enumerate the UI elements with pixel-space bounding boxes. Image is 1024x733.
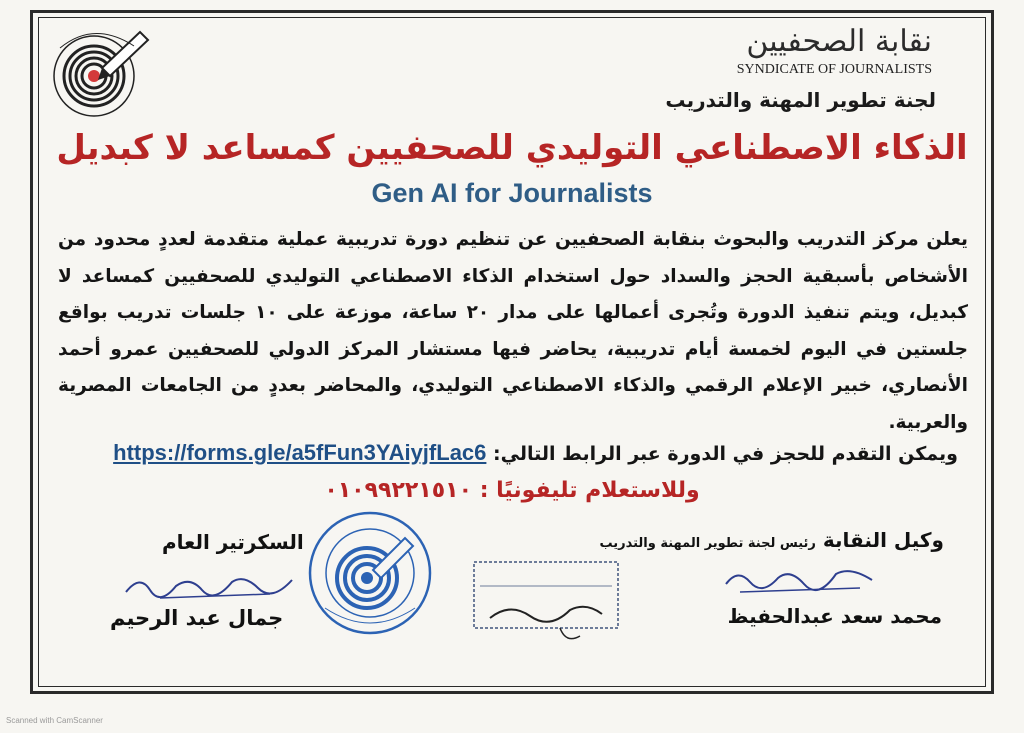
registration-text: ويمكن التقدم للحجز في الدورة عبر الرابط التالي: [493, 443, 958, 465]
left-signature [120, 568, 300, 604]
left-signatory-title: السكرتير العام [162, 530, 304, 554]
right-signatory-name: محمد سعد عبدالحفيظ [727, 604, 942, 628]
left-signatory-name: جمال عبد الرحيم [110, 606, 284, 630]
inquiry-phone: وللاستعلام تليفونيًا : ٠١٠٩٩٢٢١٥١٠ [324, 478, 700, 503]
announcement-paragraph: يعلن مركز التدريب والبحوث بنقابة الصحفيين عن تنظيم دورة تدريبية عملية متقدمة لعددٍ محدود من الأشخاص بأسبقية الحجز والسداد حول استخدام الذكاء الاصطناعي التوليدي للصحفيين كمساعد لا كبديل، ويتم تنفيذ الدورة وتُجرى أعمالها على مدار ٢٠ ساعة، موزعة على ١٠ جلسات تدريب بواقع جلستين في اليوم لخمسة أيام تدريبية، يحاضر فيها مستشار المركز الدولي للصحفيين عمرو أحمد الأنصاري، خبير الإعلام الرقمي والذكاء الاصطناعي التوليدي، والمحاضر بعددٍ من الجامعات المصرية والعربية. [58, 229, 968, 433]
org-name-english: SYNDICATE OF JOURNALISTS [736, 62, 932, 77]
right-signatory-title [599, 528, 944, 552]
committee-name: لجنة تطوير المهنة والتدريب [665, 88, 936, 112]
syndicate-logo [42, 18, 154, 130]
scanner-watermark: Scanned with CamScanner [6, 716, 103, 725]
registration-line [113, 440, 958, 466]
title-english: Gen AI for Journalists [371, 178, 653, 208]
right-title: وكيل النقابة [822, 528, 944, 552]
title-arabic: الذكاء الاصطناعي التوليدي للصحفيين كمساعد لا كبديل [56, 128, 968, 168]
syndicate-seal [305, 508, 435, 638]
org-name-arabic: نقابة الصحفيين [746, 24, 932, 59]
right-signature [720, 562, 880, 598]
registration-link[interactable]: https://forms.gle/a5fFun3YAiyjfLac6 [113, 440, 487, 465]
right-subtitle: رئيس لجنة تطوير المهنة والتدريب [599, 536, 816, 551]
date-stamp [470, 558, 622, 644]
